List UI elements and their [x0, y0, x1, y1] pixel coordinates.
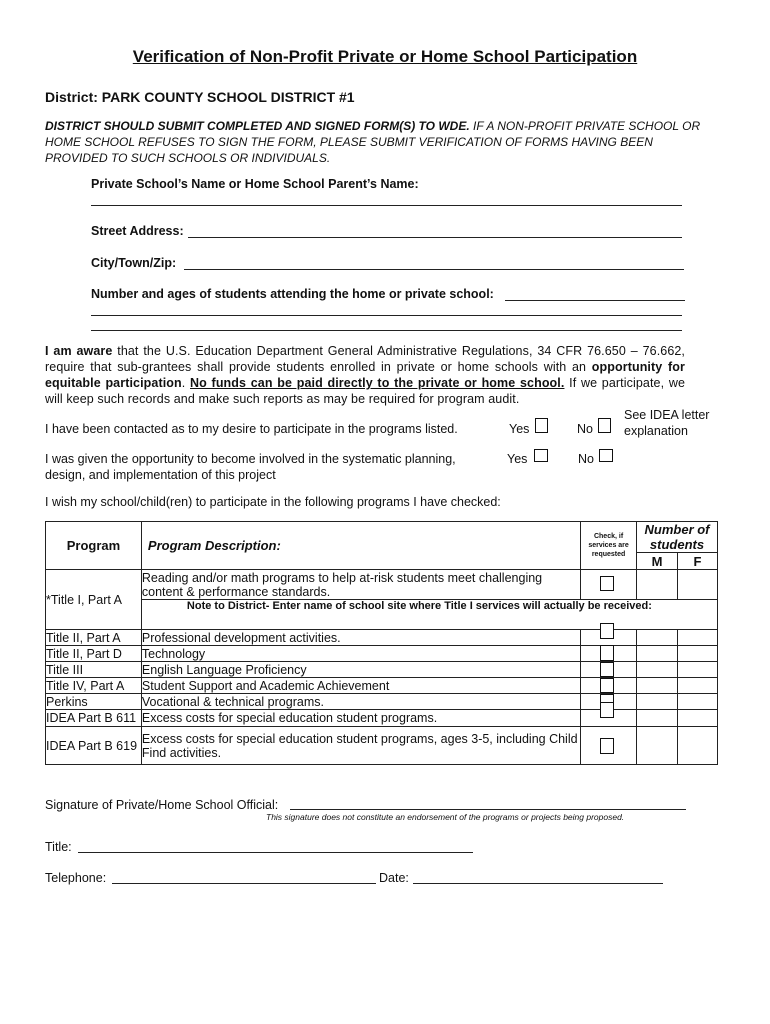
title-label: Title:: [45, 840, 72, 854]
submission-instructions: [45, 118, 715, 166]
participation-wish: I wish my school/child(ren) to participate in the following programs I have checked:: [45, 495, 501, 509]
row-f-cell[interactable]: [678, 678, 718, 694]
row-f-cell[interactable]: [678, 727, 718, 765]
row-check-cell: [581, 710, 637, 727]
row-program: IDEA Part B 619: [46, 727, 142, 765]
row-m-cell[interactable]: [637, 678, 678, 694]
q1-no-checkbox[interactable]: [598, 418, 611, 433]
street-address-label: Street Address:: [91, 224, 184, 238]
row-program: Title II, Part A: [46, 630, 142, 646]
telephone-line[interactable]: [112, 883, 376, 884]
title1-check-cell: [581, 570, 637, 600]
row-program: Title III: [46, 662, 142, 678]
row-checkbox[interactable]: [600, 678, 614, 693]
row-m-cell[interactable]: [637, 710, 678, 727]
q1-yes-checkbox[interactable]: [535, 418, 548, 433]
header-check: Check, if services are requested: [581, 522, 637, 570]
row-description: Professional development activities.: [141, 630, 580, 646]
header-number-students: Number of students: [637, 522, 718, 553]
header-m: M: [637, 553, 678, 570]
row-checkbox[interactable]: [600, 702, 614, 718]
question-planning: I was given the opportunity to become involved in the systematic planning, design, and implementation of this project: [45, 452, 456, 482]
school-name-label: Private School’s Name or Home School Parent’s Name:: [91, 177, 419, 191]
signature-label: Signature of Private/Home School Official:: [45, 798, 279, 812]
row-check-cell: [581, 662, 637, 678]
school-name-line[interactable]: [91, 205, 682, 206]
question-contacted: I have been contacted as to my desire to participate in the programs listed.: [45, 422, 458, 436]
row-description: Student Support and Academic Achievement: [141, 678, 580, 694]
row-program: Title IV, Part A: [46, 678, 142, 694]
title-line[interactable]: [78, 852, 473, 853]
row-check-cell: [581, 727, 637, 765]
regulation-paragraph: [45, 343, 685, 407]
row-f-cell[interactable]: [678, 630, 718, 646]
row-m-cell[interactable]: [637, 662, 678, 678]
title1-f-cell[interactable]: [678, 570, 718, 600]
header-f: F: [678, 553, 718, 570]
street-address-line[interactable]: [188, 237, 682, 238]
students-label: Number and ages of students attending the home or private school:: [91, 287, 494, 301]
date-label: Date:: [379, 871, 409, 885]
row-f-cell[interactable]: [678, 694, 718, 710]
date-line[interactable]: [413, 883, 663, 884]
district-name: District: PARK COUNTY SCHOOL DISTRICT #1: [45, 89, 355, 105]
q2-yes-checkbox[interactable]: [534, 449, 548, 462]
row-check-cell: [581, 630, 637, 646]
students-line-2[interactable]: [91, 315, 682, 316]
signature-line[interactable]: [290, 809, 686, 810]
row-f-cell[interactable]: [678, 646, 718, 662]
title1-program: *Title I, Part A: [46, 570, 142, 630]
form-title: Verification of Non-Profit Private or Home School Participation: [132, 47, 638, 66]
row-checkbox[interactable]: [600, 645, 614, 661]
row-m-cell[interactable]: [637, 727, 678, 765]
q1-no-label: No: [577, 422, 593, 436]
row-f-cell[interactable]: [678, 710, 718, 727]
row-program: Perkins: [46, 694, 142, 710]
title1-note: Note to District- Enter name of school site where Title I services will actually be received:: [141, 600, 717, 630]
instructions-rest: IF A NON-PROFIT PRIVATE SCHOOL OR HOME SCHOOL REFUSES TO SIGN THE FORM, PLEASE SUBMIT VERIFICATION OF FORMS HAVING BEEN PROVIDED TO SUCH SCHOOLS OR INDIVIDUALS.: [45, 119, 701, 165]
aware-bold-1: opportunity for equitable participation: [45, 360, 685, 390]
row-m-cell[interactable]: [637, 630, 678, 646]
students-line-1[interactable]: [505, 300, 685, 301]
aware-text-2: .: [181, 376, 191, 390]
programs-table: [45, 521, 718, 765]
idea-letter-note: See IDEA letter explanation: [624, 408, 710, 438]
row-m-cell[interactable]: [637, 646, 678, 662]
q2-no-checkbox[interactable]: [599, 449, 613, 462]
telephone-label: Telephone:: [45, 871, 107, 885]
aware-no-funds: No funds can be paid directly to the private or home school.: [190, 376, 565, 390]
q2-yes-label: Yes: [507, 452, 528, 466]
aware-text-1: that the U.S. Education Department General Administrative Regulations, 34 CFR 76.650 – 76.662, require that sub-grantees shall provide students enrolled in private or home schools with an: [45, 344, 685, 374]
signature-disclaimer: This signature does not constitute an endorsement of the programs or projects being proposed.: [266, 812, 625, 822]
aware-text-3: If we participate, we will keep such records and make such reports as may be required for program audit.: [45, 376, 686, 406]
students-line-3[interactable]: [91, 330, 682, 331]
title1-description: Reading and/or math programs to help at-risk students meet challenging content & performance standards.: [141, 570, 580, 600]
row-description: Excess costs for special education student programs.: [141, 710, 580, 727]
aware-lead: I am aware: [45, 344, 113, 358]
row-checkbox[interactable]: [600, 623, 614, 639]
row-f-cell[interactable]: [678, 662, 718, 678]
row-checkbox[interactable]: [600, 662, 614, 677]
instructions-bold: DISTRICT SHOULD SUBMIT COMPLETED AND SIGNED FORM(S) TO WDE.: [45, 119, 470, 133]
row-description: English Language Proficiency: [141, 662, 580, 678]
q1-yes-label: Yes: [509, 422, 530, 436]
city-zip-line[interactable]: [184, 269, 684, 270]
title1-m-cell[interactable]: [637, 570, 678, 600]
q2-no-label: No: [578, 452, 594, 466]
row-check-cell: [581, 678, 637, 694]
title1-checkbox[interactable]: [600, 576, 614, 591]
row-description: Excess costs for special education student programs, ages 3-5, including Child Find activities.: [141, 727, 580, 765]
row-description: Technology: [141, 646, 580, 662]
city-zip-label: City/Town/Zip:: [91, 256, 177, 270]
row-description: Vocational & technical programs.: [141, 694, 580, 710]
row-program: Title II, Part D: [46, 646, 142, 662]
header-program: Program: [46, 522, 142, 570]
row-checkbox[interactable]: [600, 738, 614, 754]
row-program: IDEA Part B 611: [46, 710, 142, 727]
row-check-cell: [581, 646, 637, 662]
header-description: Program Description:: [141, 522, 580, 570]
row-m-cell[interactable]: [637, 694, 678, 710]
